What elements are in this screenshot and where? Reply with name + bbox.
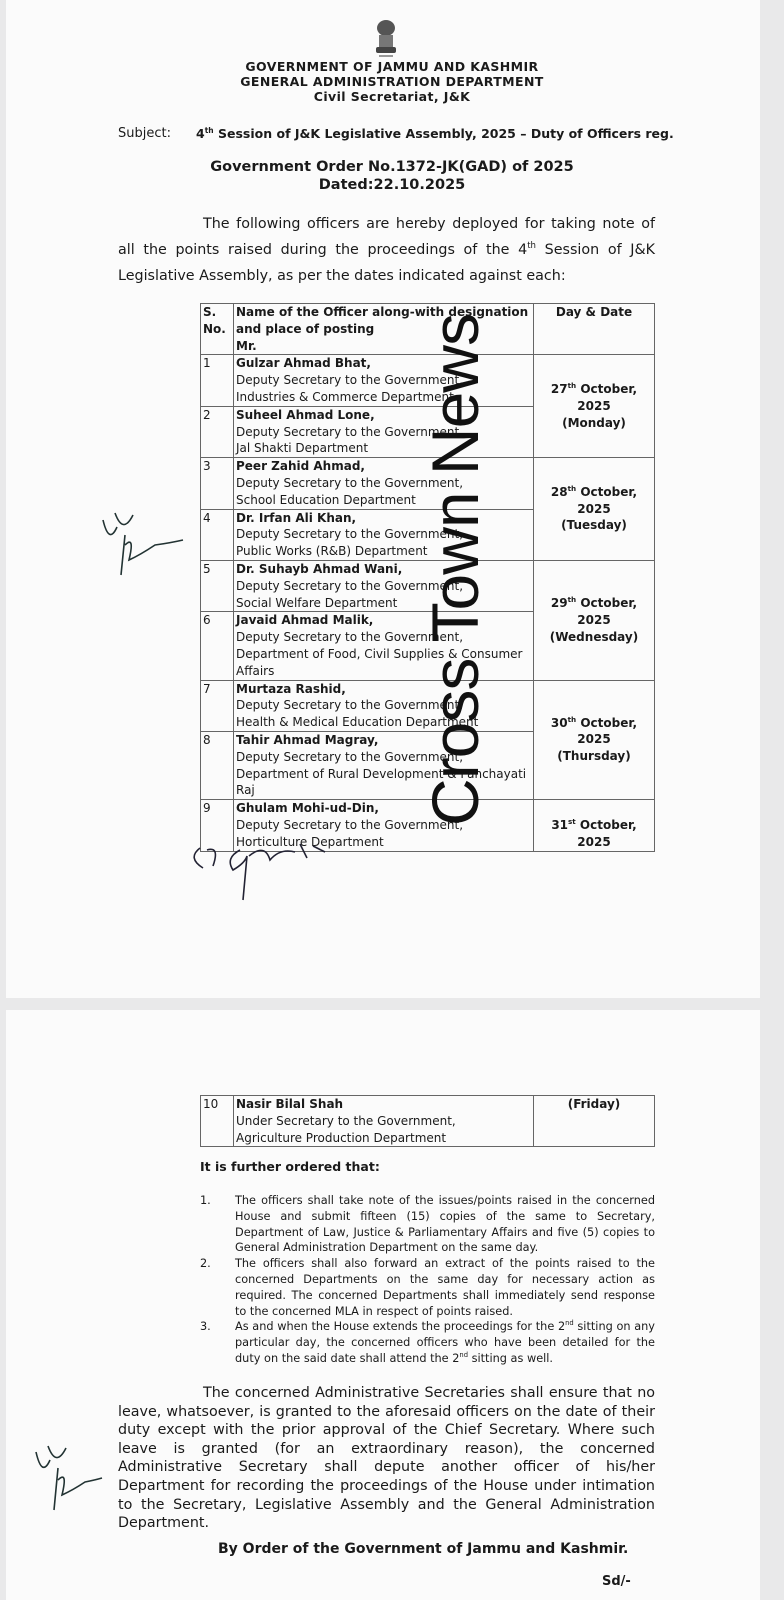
row-sno: 2: [201, 406, 234, 457]
row-sno: 4: [201, 509, 234, 560]
duty-date: 29th October, 2025 (Wednesday): [534, 560, 655, 680]
list-item: 1. The officers shall take note of the issues/points raised in the concerned House and submit fifteen (15) copies of the same to Secretary, Department of Law, Justice & Parliamentary Affairs and five (5) copies to General Administration Department on the same day.: [200, 1194, 655, 1255]
order-number: Government Order No.1372-JK(GAD) of 2025: [210, 159, 574, 175]
row-sno: 3: [201, 458, 234, 509]
officer-department: Health & Medical Education Department: [236, 715, 479, 730]
officer-name: Suheel Ahmad Lone,: [236, 407, 375, 422]
further-heading: It is further ordered that:: [200, 1159, 380, 1174]
row-sno: 8: [201, 731, 234, 799]
header-date: Day & Date: [534, 304, 655, 355]
header-sno: S. No.: [201, 304, 234, 355]
officer-department: Social Welfare Department: [236, 595, 398, 610]
row-sno: 5: [201, 560, 234, 611]
handwritten-initials: [30, 1440, 105, 1520]
row-sno: 6: [201, 612, 234, 680]
officer-department: Department of Rural Development & Panchayati Raj: [236, 766, 527, 798]
row-sno: 9: [201, 800, 234, 851]
officer-department: Jal Shakti Department: [236, 441, 369, 456]
duty-date: 30th October, 2025 (Thursday): [534, 680, 655, 800]
officer-name: Dr. Suhayb Ahmad Wani,: [236, 561, 403, 576]
officer-name: Ghulam Mohi-ud-Din,: [236, 801, 379, 816]
duty-table-continued: [200, 1095, 655, 1147]
closing-paragraph: The concerned Administrative Secretaries shall ensure that no leave, whatsoever, is granted to the aforesaid officers on the date of their duty except with the prior approval of the Chief Secretary. Where such leave is granted (for an extraordinary reason), the concerned Administrative Secretary shall depute another officer of his/her Department for recording the proceedings of the House under intimation to the Secretary, Legislative Assembly and the General Administration Department.: [118, 1385, 655, 1532]
national-emblem-icon: [370, 18, 402, 60]
officer-designation: Deputy Secretary to the Government,: [236, 475, 464, 490]
row-weekday: (Friday): [534, 1096, 655, 1147]
watermark: Cross Town News: [418, 314, 492, 826]
signed-mark: Sd/-: [602, 1574, 631, 1589]
list-item: 3. As and when the House extends the proceedings for the 2nd sitting on any particular day, the concerned officers who have been detailed for the duty on the said date shall attend the 2nd sitting as well.: [200, 1319, 655, 1365]
officer-department: School Education Department: [236, 492, 416, 507]
officer-name: Peer Zahid Ahmad,: [236, 459, 365, 474]
header-name: Name of the Officer along-with designation and place of posting Mr.: [234, 304, 534, 355]
by-order-line: By Order of the Government of Jammu and Kashmir.: [218, 1541, 629, 1557]
officer-designation: Deputy Secretary to the Government,: [236, 578, 464, 593]
duty-date: 28th October, 2025 (Tuesday): [534, 458, 655, 561]
subject-text: 4th Session of J&K Legislative Assembly, 2025 – Duty of Officers reg.: [196, 125, 674, 141]
intro-paragraph: The following officers are hereby deployed for taking note of all the points raised during the proceedings of the 4th Session of J&K Legislative Assembly, as per the dates indicated against each:: [118, 216, 655, 284]
officer-name: Javaid Ahmad Malik,: [236, 613, 374, 628]
row-sno: 7: [201, 680, 234, 731]
row-officer: Nasir Bilal Shah Under Secretary to the Government, Agriculture Production Department: [234, 1096, 534, 1147]
officer-name: Gulzar Ahmad Bhat,: [236, 356, 371, 371]
handwritten-initials: [95, 505, 190, 585]
row-sno: 1: [201, 355, 234, 406]
subject-label: Subject:: [118, 126, 171, 141]
officer-designation: Deputy Secretary to the Government,: [236, 424, 464, 439]
officer-name: Dr. Irfan Ali Khan,: [236, 510, 357, 525]
officer-designation: Deputy Secretary to the Government,: [236, 817, 464, 832]
officer-designation: Deputy Secretary to the Government,: [236, 373, 464, 388]
header-office: Civil Secretariat, J&K: [313, 89, 471, 104]
header-government: GOVERNMENT OF JAMMU AND KASHMIR: [245, 59, 539, 74]
officer-department: Industries & Commerce Department: [236, 389, 454, 404]
duty-date: 31st October, 2025: [534, 800, 655, 851]
duty-date: 27th October, 2025 (Monday): [534, 355, 655, 458]
officer-department: Department of Food, Civil Supplies & Consumer Affairs: [236, 646, 523, 678]
officer-designation: Deputy Secretary to the Government,: [236, 527, 464, 542]
officer-name: Tahir Ahmad Magray,: [236, 732, 379, 747]
handwritten-signature: [185, 838, 345, 908]
table-row: [201, 1096, 655, 1147]
officer-name: Murtaza Rashid,: [236, 681, 346, 696]
row-sno: 10: [201, 1096, 234, 1147]
list-item: 2. The officers shall also forward an extract of the points raised to the concerned Departments on the same day for necessary action as required. The concerned Departments shall immediately send response to the concerned MLA in respect of points raised.: [200, 1257, 655, 1318]
officer-designation: Deputy Secretary to the Government,: [236, 698, 464, 713]
header-department: GENERAL ADMINISTRATION DEPARTMENT: [240, 74, 544, 89]
officer-designation: Deputy Secretary to the Government,: [236, 630, 464, 645]
order-date: Dated:22.10.2025: [318, 177, 466, 193]
officer-department: Public Works (R&B) Department: [236, 544, 428, 559]
further-orders-list: [200, 1193, 655, 1367]
officer-department: Horticulture Department: [236, 834, 384, 849]
officer-designation: Deputy Secretary to the Government,: [236, 749, 464, 764]
